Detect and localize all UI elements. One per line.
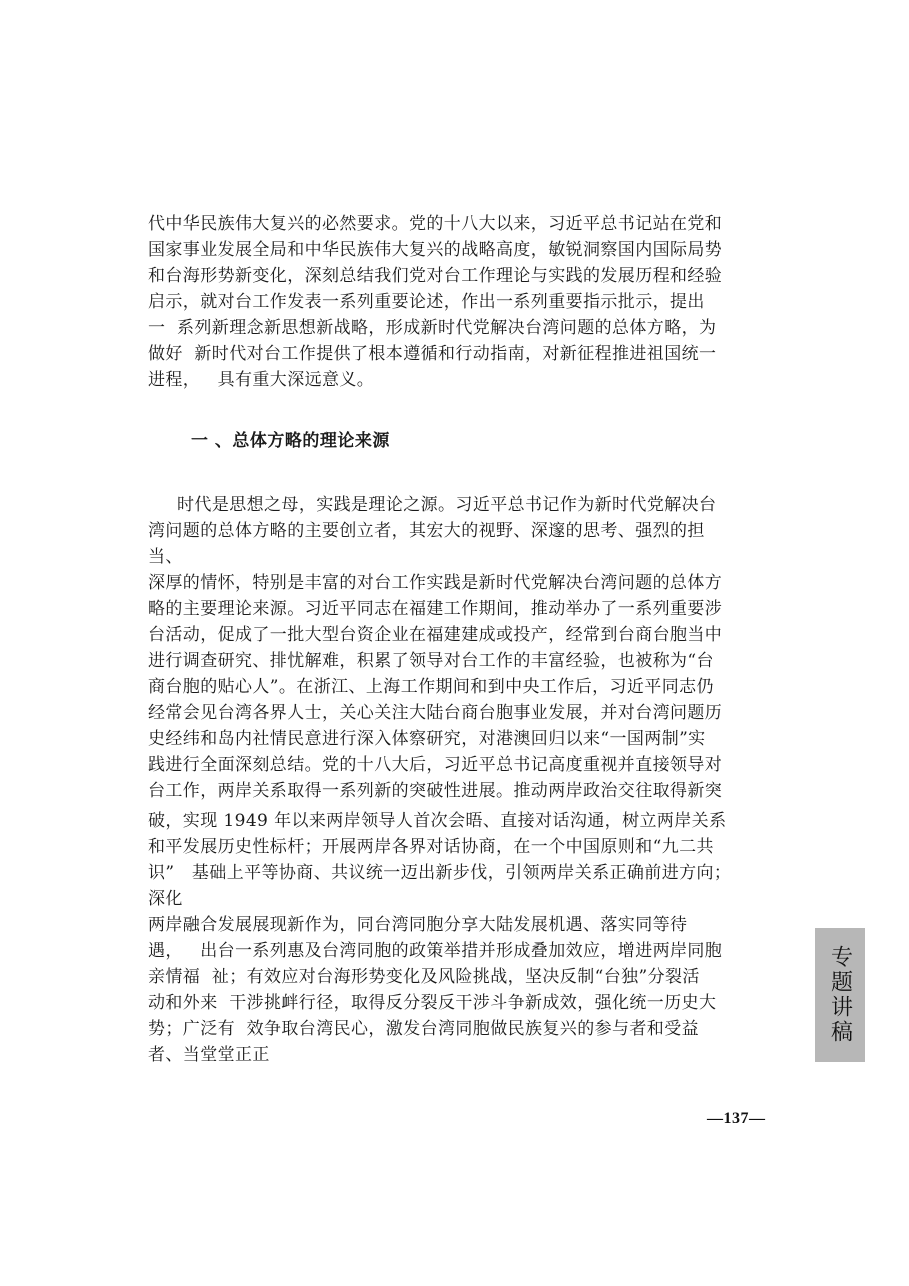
main-line-3: 当、 (148, 547, 183, 567)
main-line-19: 亲情福 祉；有效应对台海形势变化及风险挑战，坚决反制“台独”分裂活 (148, 967, 700, 987)
main-line-14: 和平发展历史性标杆；开展两岸各界对话协商，在一个中国原则和“九二共 (148, 837, 714, 857)
main-line-10: 史经纬和岛内社情民意进行深入体察研究，对港澳回归以来“一国两制”实 (148, 729, 706, 749)
main-line-22: 者、当堂堂正正 (148, 1045, 270, 1065)
main-line-16: 深化 (148, 889, 183, 909)
main-line-21: 势；广泛有 效争取台湾民心，激发台湾同胞做民族复兴的参与者和受益 (148, 1019, 700, 1039)
intro-line-7: 进程， 具有重大深远意义。 (148, 370, 375, 390)
main-line-11: 践进行全面深刻总结。党的十八大后，习近平总书记高度重视并直接领导对 (148, 755, 723, 775)
intro-line-5: 一 系列新理念新思想新战略，形成新时代党解决台湾问题的总体方略，为 (148, 318, 717, 338)
intro-line-4: 启示，就对台工作发表一系列重要论述，作出一系列重要指示批示，提出 (148, 292, 705, 312)
intro-line-1: 代中华民族伟大复兴的必然要求。党的十八大以来，习近平总书记站在党和 (148, 214, 723, 234)
main-line-17: 两岸融合发展展现新作为，同台湾同胞分享大陆发展机遇、落实同等待 (148, 915, 688, 935)
main-line-12: 台工作，两岸关系取得一系列新的突破性进展。推动两岸政治交往取得新突 (148, 781, 723, 801)
side-tab-label: 专题讲稿 (827, 945, 853, 1045)
main-line-4: 深厚的情怀，特别是丰富的对台工作实践是新时代党解决台湾问题的总体方 (148, 573, 723, 593)
main-line-13: 破，实现 1949 年以来两岸领导人首次会晤、直接对话沟通，树立两岸关系 (148, 811, 727, 831)
main-line-6: 台活动，促成了一批大型台资企业在福建建成或投产，经常到台商台胞当中 (148, 625, 723, 645)
page-number: —137— (707, 1110, 766, 1127)
main-line-7: 进行调查研究、排忧解难，积累了领导对台工作的丰富经验，也被称为“台 (148, 651, 714, 671)
main-line-18: 遇， 出台一系列惠及台湾同胞的政策举措并形成叠加效应，增进两岸同胞 (148, 941, 723, 961)
intro-line-3: 和台海形势新变化，深刻总结我们党对台工作理论与实践的发展历程和经验 (148, 266, 723, 286)
main-line-8: 商台胞的贴心人”。在浙江、上海工作期间和到中央工作后，习近平同志仍 (148, 677, 714, 697)
main-line-1: 时代是思想之母，实践是理论之源。习近平总书记作为新时代党解决台 (148, 495, 717, 515)
main-line-15: 识” 基础上平等协商、共议统一迈出新步伐，引领两岸关系正确前进方向； (148, 863, 732, 883)
intro-line-2: 国家事业发展全局和中华民族伟大复兴的战略高度，敏锐洞察国内国际局势 (148, 240, 723, 260)
section-side-tab (815, 928, 865, 1062)
main-line-20: 动和外来 干涉挑衅行径，取得反分裂反干涉斗争新成效，强化统一历史大 (148, 993, 717, 1013)
main-line-9: 经常会见台湾各界人士，关心关注大陆台商台胞事业发展，并对台湾问题历 (148, 703, 723, 723)
section-heading: 一 、总体方略的理论来源 (191, 431, 390, 451)
main-line-2: 湾问题的总体方略的主要创立者，其宏大的视野、深邃的思考、强烈的担 (148, 521, 705, 541)
intro-line-6: 做好 新时代对台工作提供了根本遵循和行动指南，对新征程推进祖国统一 (148, 344, 717, 364)
main-line-5: 略的主要理论来源。习近平同志在福建工作期间，推动举办了一系列重要涉 (148, 599, 723, 619)
